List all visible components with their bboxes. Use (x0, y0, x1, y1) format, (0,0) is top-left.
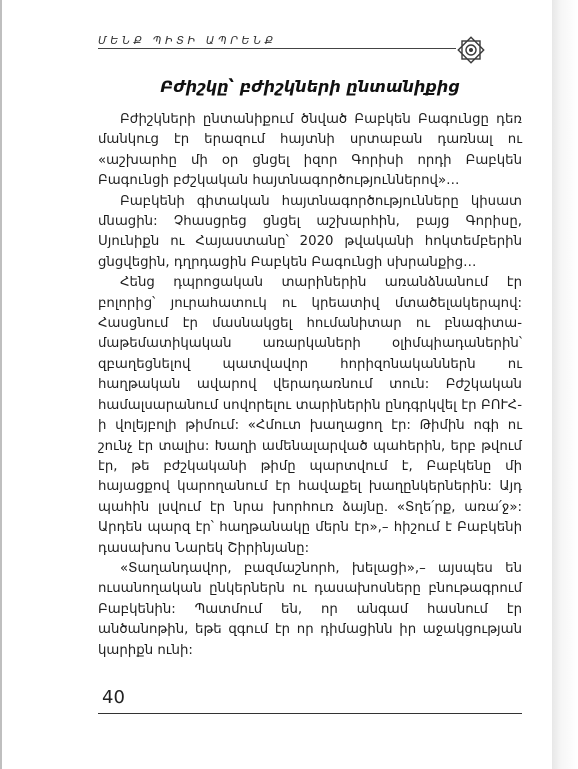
paragraph: «Տաղանդավոր, բազմաշնորհ, խելացի»,– այսպես են ուսանողական ընկերներն ու դասախոսները բնութագրում Բաբկենին: Պատմում են, որ անգամ հասնում էր անծանոթին, եթե զգում էր որ դիմացինն իր աջակցության կարիքն ունի: (98, 560, 522, 658)
ornament-icon (454, 33, 488, 67)
page-number: 40 (102, 687, 125, 708)
paragraph: Բաբկենի գիտական հայտնագործությունները կիսատ մնացին: Չհասցրեց ցնցել աշխարհին, բայց Գորիսը, Սյունիքն ու Հայաստանը՝ 2020 թվականի հոկտեմբերին ցնցվեցին, դղրդացին Բաբկեն Բագունցի սխրանքից… (98, 193, 522, 270)
chapter-title: Բժիշկը՝ բժիշկների ընտանիքից (160, 77, 460, 96)
paragraph: Բժիշկների ընտանիքում ծնված Բաբկեն Բագունցը դեռ մանկուց էր երազում հայտնի սրտաբան դառնալ ու «աշխարհը մի օր ցնցել իզոր Գորիսի որդի Բաբկեն Բագունցի բժշկական հայտնագործություններով»… (98, 112, 522, 189)
paragraph: Հենց դպրոցական տարիներին առանձնանում էր բոլորից՝ յուրահատուկ ու կրեատիվ մտածելակերպով: Հասցնում էր մասնակցել հումանիտար ու բնագիտա-մաթեմատիկական առարկաների օլիմպիադաներին՝ զբաղեցնելով պատվավոր հորիզոնականներն ու հաղթական ավարով վերադառնում տուն: Բժշկական համալսարանում սովորելու տարիներին ընդգրկվել էր ԲՈՒՀ-ի վոլեյբոլի թիմում: «Հմուտ խաղացող էր: Թիմին ոգի ու շունչ էր տալիս: Խաղի ամենալարված պահերին, երբ թվում էր, թե բժշկականի թիմը պարտվում է, Բաբկենը մի հայացքով կարողանում էր հավաքել խաղընկերներին: Այդ պահին լսվում էր նրա խորհուռ ձայնը. «Տղե՛րք, առա՛ջ»: Արդեն պարզ էր՝ հաղթանակը մերն էր»,– հիշում է Բաբկենի դասախոս Նարեկ Շիրինյանը: (98, 275, 522, 556)
page-left-border (0, 0, 2, 769)
header-rule (98, 48, 456, 49)
page-edge-shadow (550, 0, 578, 769)
running-header: ՄԵՆՔ ՊԻՏԻ ԱՊՐԵՆՔ (98, 34, 277, 47)
footer-rule (98, 713, 522, 714)
body-text (98, 110, 522, 661)
